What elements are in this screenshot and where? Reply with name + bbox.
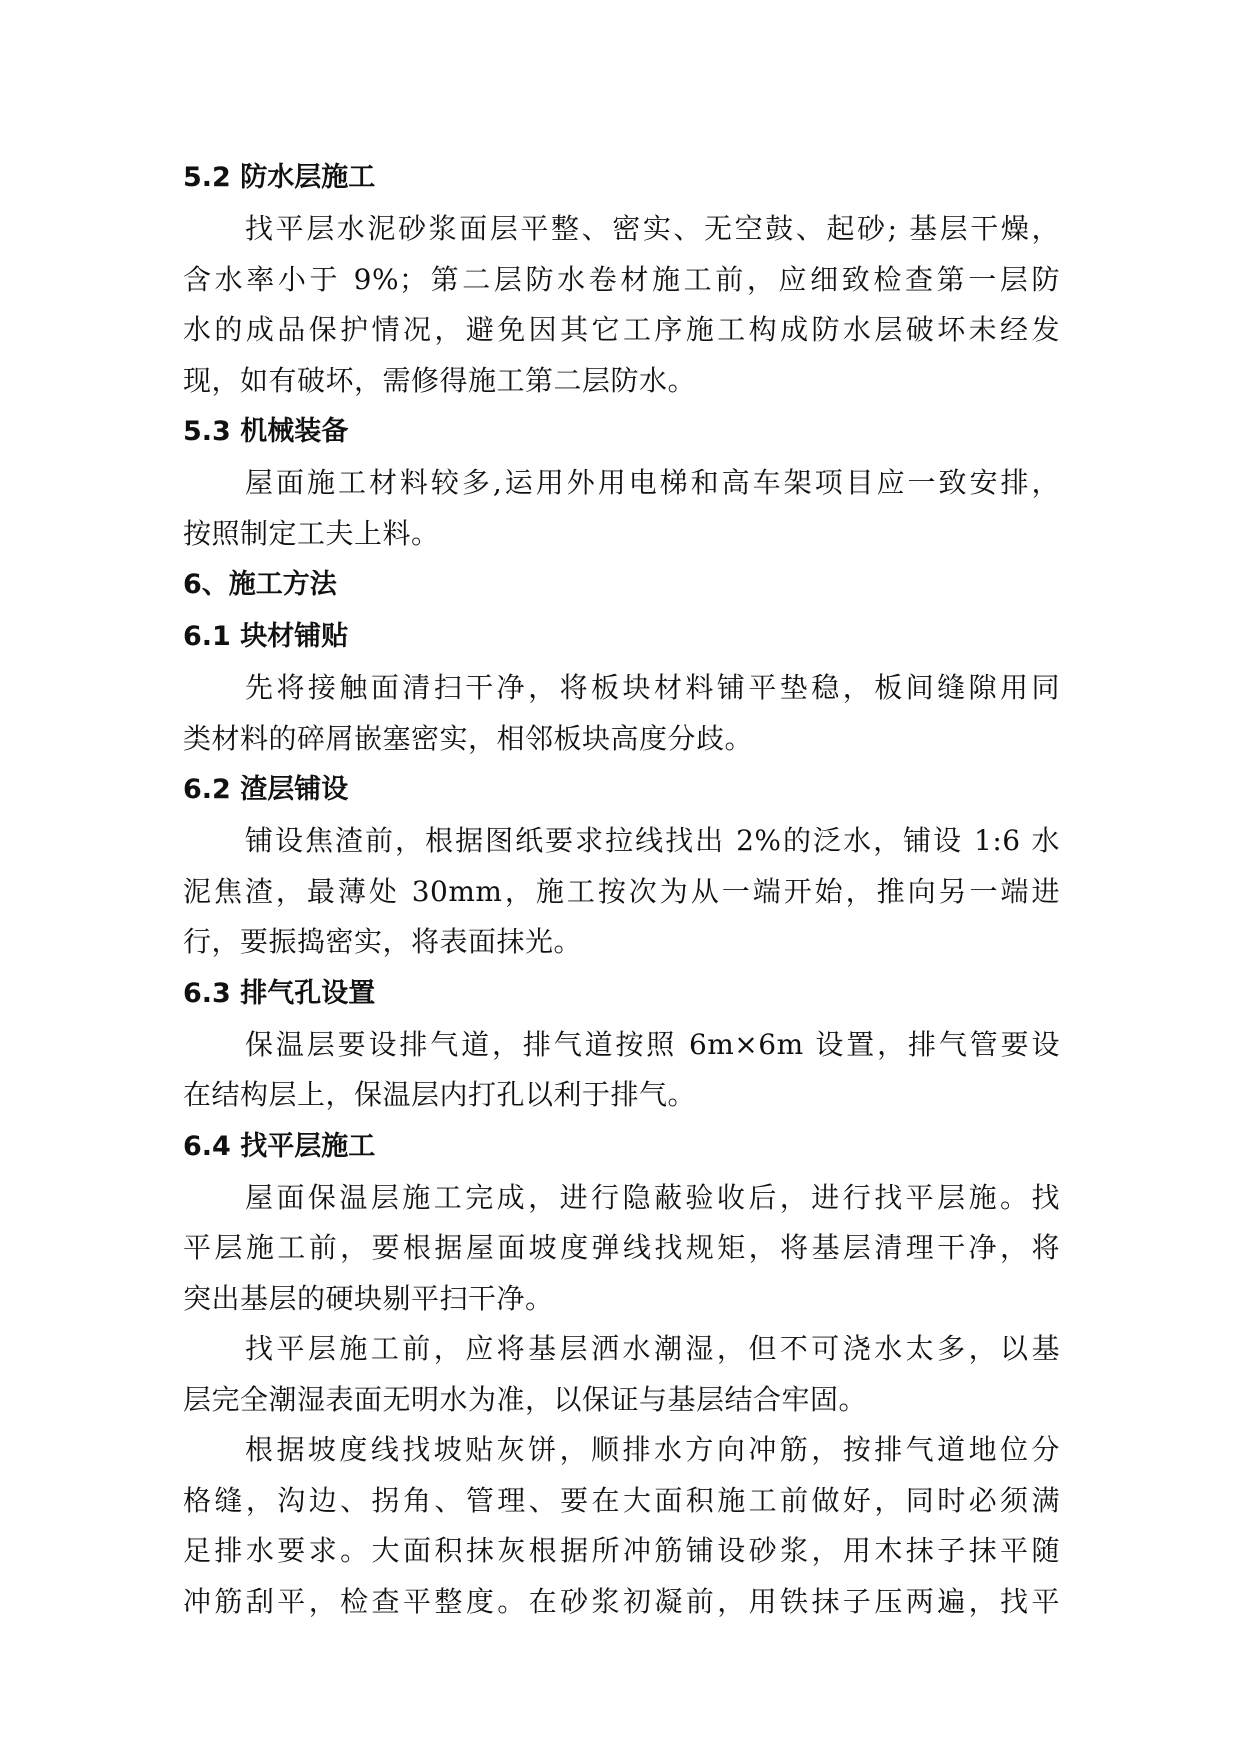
- paragraph: [183, 458, 1060, 559]
- heading-6-3: 6.3 排气孔设置: [183, 977, 376, 1009]
- document-page: [183, 152, 1060, 1627]
- text-line: 泥焦渣，最薄处 30mm，施工按次为从一端开始，推向另一端进: [183, 874, 1060, 908]
- text-line: 水的成品保护情况，避免因其它工序施工构成防水层破坏未经发: [183, 313, 1060, 346]
- paragraph: [183, 816, 1060, 968]
- heading-5-3: 5.3 机械装备: [183, 416, 349, 447]
- text-line: 格缝，沟边、拐角、管理、要在大面积施工前做好，同时必须满: [183, 1483, 1060, 1517]
- text-line: 类材料的碎屑嵌塞密实，相邻板块高度分歧。: [183, 721, 754, 755]
- paragraph: [183, 1173, 1060, 1325]
- text-line: 按照制定工夫上料。: [183, 516, 440, 550]
- text-line: 行，要振捣密实，将表面抹光。: [183, 925, 583, 958]
- heading-6: 6、施工方法: [183, 569, 337, 600]
- text-line: 突出基层的硬块剔平扫干净。: [183, 1281, 554, 1315]
- text-line: 冲筋刮平，检查平整度。在砂浆初凝前，用铁抹子压两遍，找平: [183, 1584, 1060, 1618]
- heading-6-2: 6.2 渣层铺设: [183, 774, 349, 805]
- text-line: 找平层施工前，应将基层洒水潮湿，但不可浇水太多，以基: [245, 1332, 1060, 1365]
- text-line: 铺设焦渣前，根据图纸要求拉线找出 2%的泛水，铺设 1:6 水: [245, 824, 1060, 857]
- text-line: 平层施工前，要根据屋面坡度弹线找规矩，将基层清理干净，将: [183, 1231, 1060, 1264]
- text-line: 保温层要设排气道，排气道按照 6m×6m 设置，排气管要设: [245, 1027, 1060, 1061]
- heading-6-4: 6.4 找平层施工: [183, 1130, 376, 1162]
- text-line: 屋面保温层施工完成，进行隐蔽验收后，进行找平层施。找: [245, 1180, 1060, 1214]
- text-line: 含水率小于 9%；第二层防水卷材施工前，应细致检查第一层防: [183, 262, 1060, 296]
- paragraph: [183, 663, 1060, 764]
- paragraph: [183, 204, 1060, 406]
- text-line: 现，如有破坏，需修得施工第二层防水。: [183, 363, 697, 397]
- text-line: 足排水要求。大面积抹灰根据所冲筋铺设砂浆，用木抹子抹平随: [183, 1534, 1060, 1567]
- heading-5-2: 5.2 防水层施工: [183, 162, 376, 193]
- text-line: 根据坡度线找坡贴灰饼，顺排水方向冲筋，按排气道地位分: [245, 1433, 1060, 1466]
- text-line: 屋面施工材料较多,运用外用电梯和高车架项目应一致安排，: [245, 466, 1060, 499]
- text-line: 在结构层上，保温层内打孔以利于排气。: [183, 1078, 697, 1111]
- text-line: 找平层水泥砂浆面层平整、密实、无空鼓、起砂; 基层干燥，: [245, 212, 1060, 245]
- paragraph: [183, 1425, 1060, 1627]
- heading-6-1: 6.1 块材铺贴: [183, 621, 349, 652]
- paragraph: [183, 1324, 1060, 1425]
- text-line: 层完全潮湿表面无明水为准，以保证与基层结合牢固。: [183, 1382, 868, 1416]
- text-line: 先将接触面清扫干净，将板块材料铺平垫稳，板间缝隙用同: [245, 671, 1060, 704]
- paragraph: [183, 1020, 1060, 1121]
